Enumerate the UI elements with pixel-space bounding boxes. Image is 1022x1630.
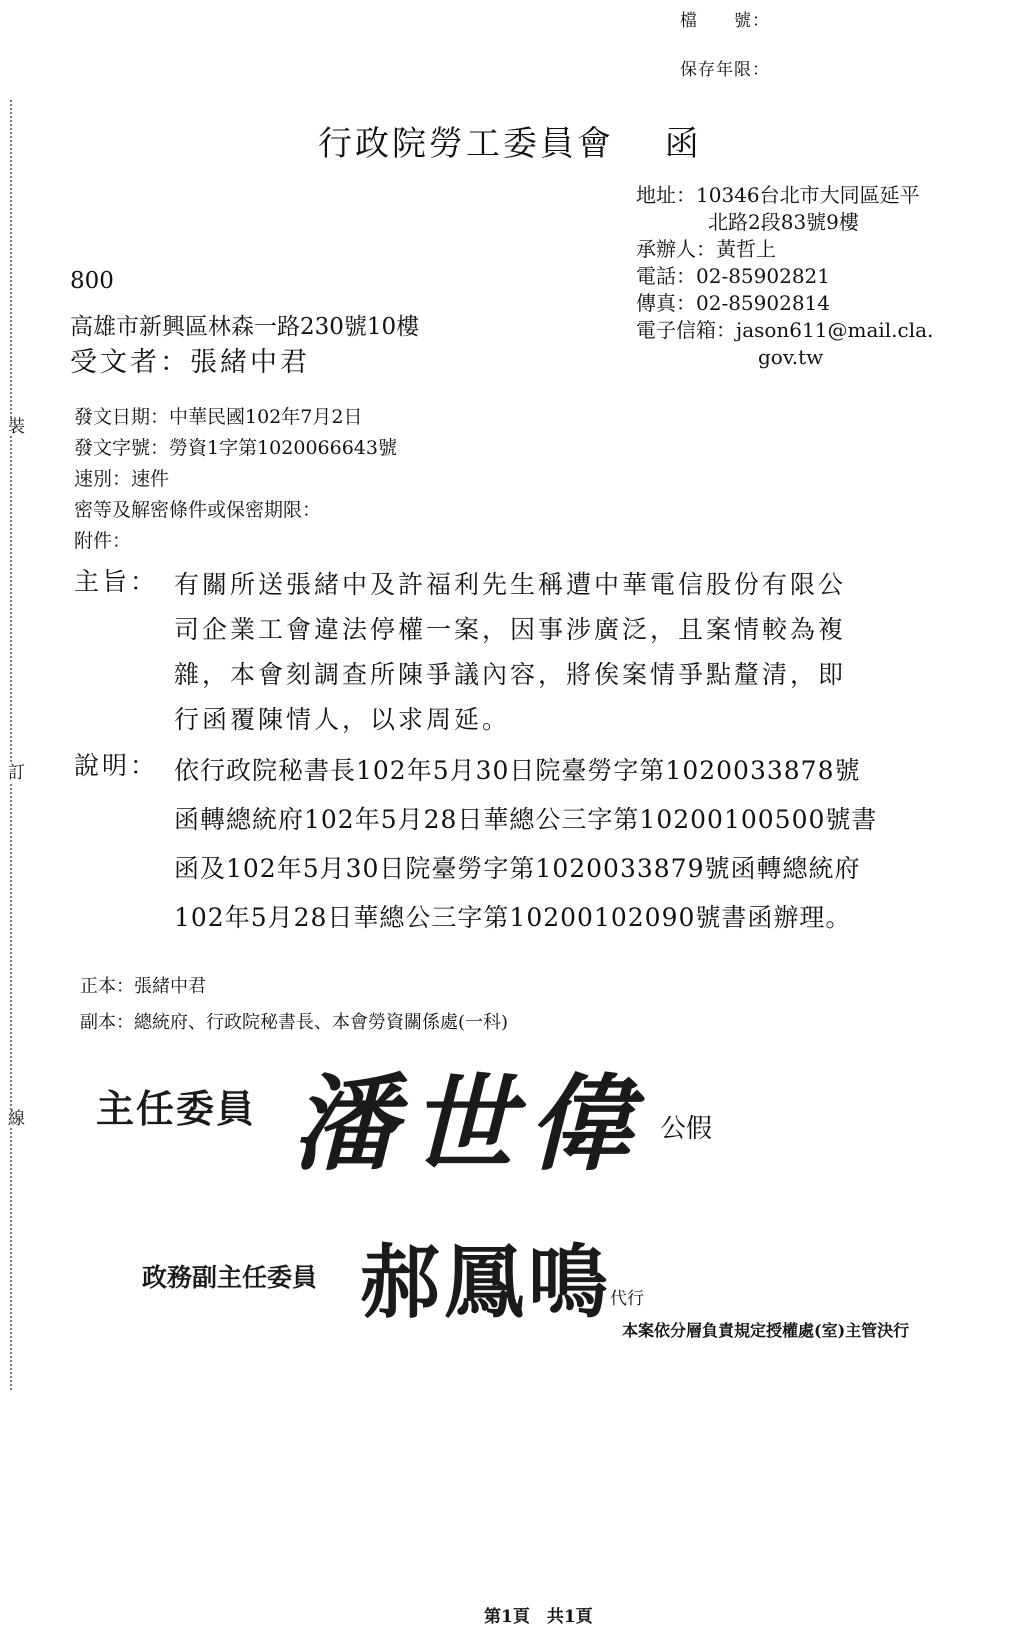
subject-line: 行函覆陳情人，以求周延。 bbox=[174, 705, 511, 734]
sender-contact bbox=[636, 182, 933, 371]
binding-mark-xian: 線 bbox=[8, 1109, 25, 1129]
explanation-body bbox=[174, 746, 877, 942]
subject-line: 有關所送張緒中及許福利先生稱遭中華電信股份有限公 bbox=[174, 570, 847, 599]
sender-address-line1: 地址：10346台北市大同區延平 bbox=[636, 183, 920, 207]
issue-date: 發文日期：中華民國102年7月2日 bbox=[74, 406, 363, 428]
copy-recipients: 副本：總統府、行政院秘書長、本會勞資關係處(一科) bbox=[80, 1012, 509, 1033]
subject-line: 司企業工會違法停權一案，因事涉廣泛，且案情較為複 bbox=[174, 615, 847, 644]
recipient-address: 高雄市新興區林森一路230號10樓 bbox=[70, 314, 420, 340]
recipient-name: 受文者：張緒中君 bbox=[70, 347, 310, 378]
chief-signature: 潘世偉 bbox=[292, 1062, 647, 1185]
sender-fax: 傳真：02-85902814 bbox=[636, 291, 831, 315]
binding-mark-zhuang: 裝 bbox=[8, 417, 25, 437]
deputy-acting-note: 代行 bbox=[610, 1289, 644, 1309]
speed-classification: 速別：速件 bbox=[74, 468, 170, 490]
sender-email-line1: 電子信箱：jason611@mail.cla. bbox=[636, 318, 934, 342]
chief-title: 主任委員 bbox=[96, 1086, 257, 1131]
explanation-line: 函轉總統府102年5月28日華總公三字第10200100500號書 bbox=[174, 805, 878, 834]
retention-period-label: 保存年限： bbox=[680, 60, 770, 80]
recipient-zip: 800 bbox=[70, 268, 114, 294]
sender-email-line2: gov.tw bbox=[758, 345, 824, 369]
document-number: 發文字號：勞資1字第1020066643號 bbox=[74, 437, 397, 459]
explanation-line: 102年5月28日華總公三字第10200102090號書函辦理。 bbox=[174, 903, 852, 932]
sender-phone: 電話：02-85902821 bbox=[636, 264, 831, 288]
secrecy-condition: 密等及解密條件或保密期限： bbox=[74, 499, 322, 521]
attachment-label: 附件： bbox=[74, 530, 132, 552]
subject-line: 雜，本會刻調查所陳爭議內容，將俟案情爭點釐清，即 bbox=[174, 660, 847, 689]
chief-leave-note: 公假 bbox=[660, 1114, 713, 1144]
document-meta bbox=[74, 402, 397, 557]
sender-handler: 承辦人：黃哲上 bbox=[636, 237, 776, 261]
binding-mark-ding: 訂 bbox=[8, 763, 25, 783]
page-number: 第1頁 共1頁 bbox=[484, 1607, 593, 1627]
file-number-label: 檔 號： bbox=[680, 11, 770, 31]
subject-label: 主旨： bbox=[74, 567, 159, 596]
explanation-line: 依行政院秘書長102年5月30日院臺勞字第1020033878號 bbox=[174, 756, 861, 785]
subject-body bbox=[174, 562, 846, 742]
document-title: 行政院勞工委員會 函 bbox=[318, 124, 702, 164]
authorization-note: 本案依分層負責規定授權處(室)主管決行 bbox=[622, 1321, 910, 1340]
explanation-line: 函及102年5月30日院臺勞字第1020033879號函轉總統府 bbox=[174, 854, 861, 883]
binding-dotted-line bbox=[10, 100, 12, 1390]
explanation-label: 說明： bbox=[74, 751, 159, 780]
original-recipient: 正本：張緒中君 bbox=[80, 976, 206, 997]
sender-address-line2: 北路2段83號9樓 bbox=[708, 210, 859, 234]
deputy-signature: 郝鳳鳴 bbox=[360, 1235, 612, 1329]
deputy-title: 政務副主任委員 bbox=[142, 1263, 318, 1292]
